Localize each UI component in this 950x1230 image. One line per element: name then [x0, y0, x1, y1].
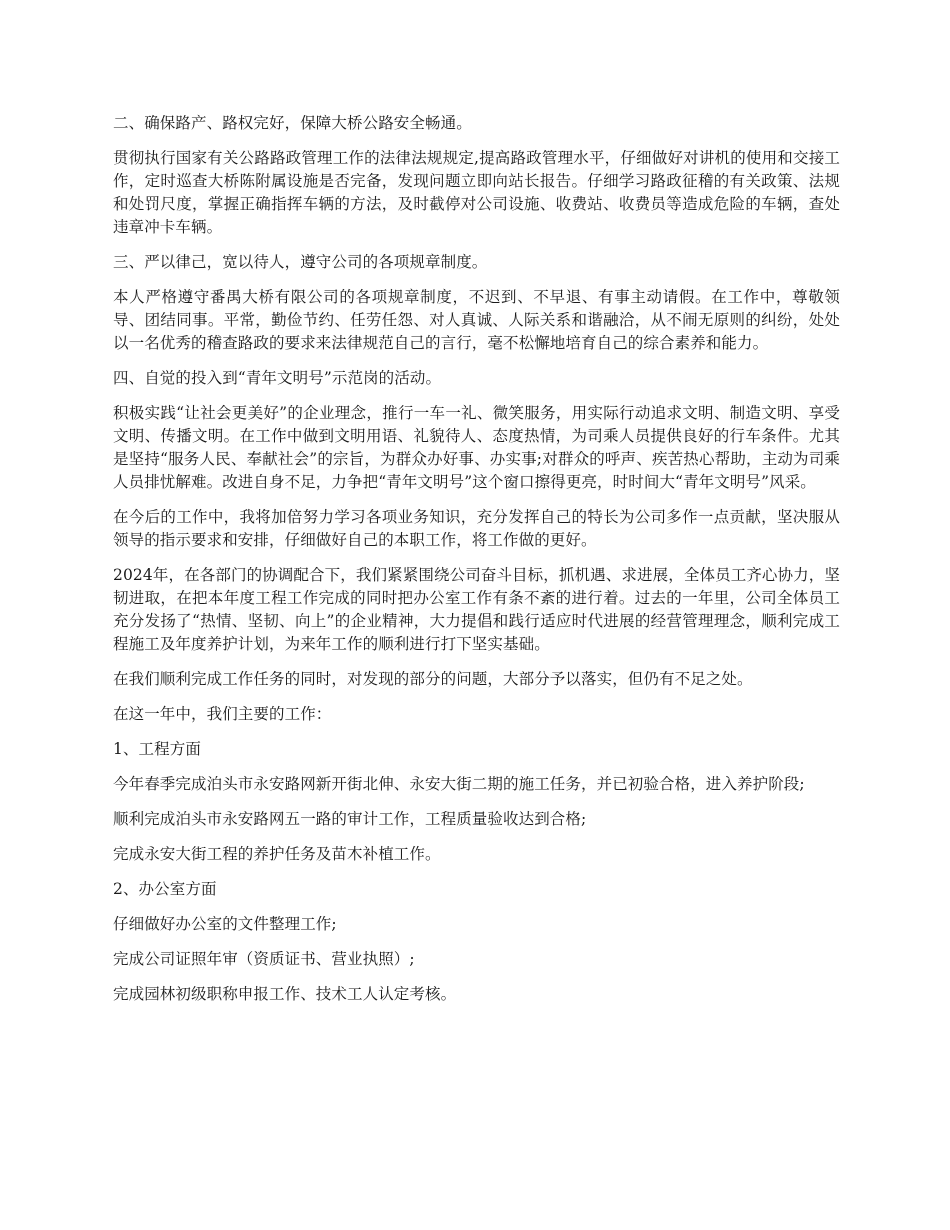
list-item-engineering-3: 完成永安大街工程的养护任务及苗木补植工作。	[113, 845, 441, 863]
paragraph-road-administration: 贯彻执行国家有关公路路政管理工作的法律法规规定,提高路政管理水平，仔细做好对讲机的使用和交接工作，定时巡查大桥陈附属设施是否完备，发现问题立即向站长报告。仔细学习路政征稽的有关政策、法规和处罚尺度，掌握正确指挥车辆的方法，及时截停对公司设施、收费站、收费员等造成危险的车辆，查处违章冲卡车辆。	[113, 149, 840, 236]
section-heading-youth-civilization: 四、自觉的投入到“青年文明号”示范岗的活动。	[113, 369, 442, 387]
section-heading-office: 2、办公室方面	[113, 880, 217, 898]
list-item-office-3: 完成园林初级职称申报工作、技术工人认定考核。	[113, 985, 457, 1003]
section-heading-discipline: 三、严以律己，宽以待人，遵守公司的各项规章制度。	[113, 253, 488, 271]
paragraph-future-work: 在今后的工作中，我将加倍努力学习各项业务知识，充分发挥自己的特长为公司多作一点贡献，坚决服从领导的指示要求和安排，仔细做好自己的本职工作，将工作做的更好。	[113, 508, 840, 549]
paragraph-main-work-intro: 在这一年中，我们主要的工作：	[113, 705, 332, 723]
list-item-office-1: 仔细做好办公室的文件整理工作;	[113, 915, 337, 933]
section-heading-road-rights: 二、确保路产、路权完好，保障大桥公路安全畅通。	[113, 114, 472, 132]
list-item-engineering-1: 今年春季完成泊头市永安路网新开街北伸、永安大街二期的施工任务，并已初验合格，进入养护阶段;	[113, 775, 805, 793]
list-item-office-2: 完成公司证照年审（资质证书、营业执照）;	[113, 950, 415, 968]
paragraph-civilization-practice: 积极实践“让社会更美好”的企业理念，推行一车一礼、微笑服务，用实际行动追求文明、制造文明、享受文明、传播文明。在工作中做到文明用语、礼貌待人、态度热情，为司乘人员提供良好的行车条件。尤其是坚持“服务人民、奉献社会”的宗旨，为群众办好事、办实事;对群众的呼声、疾苦热心帮助，主动为司乘人员排忧解难。改进自身不足，力争把“青年文明号”这个窗口擦得更亮，时时间大“青年文明号”风采。	[113, 404, 840, 491]
paragraph-annual-summary: 2024年，在各部门的协调配合下，我们紧紧围绕公司奋斗目标，抓机遇、求进展，全体员工齐心协力，坚韧进取，在把本年度工程工作完成的同时把办公室工作有条不紊的进行着。过去的一年里，公司全体员工充分发扬了“热情、坚韧、向上”的企业精神，大力提倡和践行适应时代进展的经营管理理念，顺利完成工程施工及年度养护计划，为来年工作的顺利进行打下坚实基础。	[113, 566, 840, 653]
paragraph-issues: 在我们顺利完成工作任务的同时，对发现的部分的问题，大部分予以落实，但仍有不足之处。	[113, 670, 753, 688]
paragraph-company-rules: 本人严格遵守番禺大桥有限公司的各项规章制度，不迟到、不早退、有事主动请假。在工作中，尊敬领导、团结同事。平常，勤俭节约、任劳任怨、对人真诚、人际关系和谐融洽，从不闹无原则的纠纷，处处以一名优秀的稽查路政的要求来法律规范自己的言行，毫不松懈地培育自己的综合素养和能力。	[113, 288, 840, 352]
section-heading-engineering: 1、工程方面	[113, 740, 201, 758]
document-body	[113, 112, 840, 1018]
list-item-engineering-2: 顺利完成泊头市永安路网五一路的审计工作，工程质量验收达到合格;	[113, 810, 587, 828]
